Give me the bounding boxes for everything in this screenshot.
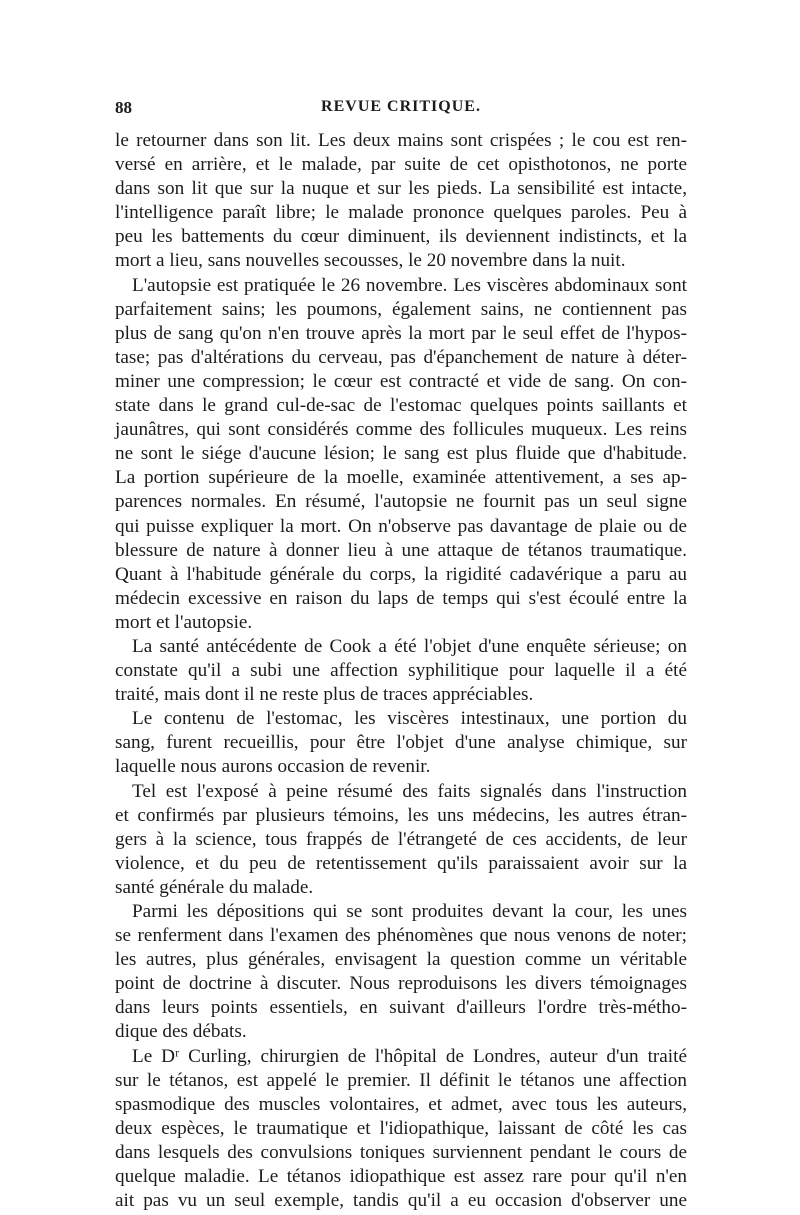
text-line: laquelle nous aurons occasion de revenir. (115, 756, 431, 778)
running-title: REVUE CRITIQUE. (321, 98, 481, 115)
page-number: 88 (115, 98, 132, 117)
text-line: le retourner dans son lit. Les deux mains sont crispées ; le cou est ren- (115, 130, 687, 151)
text-line: deux espèces, le traumatique et l'idiopathique, laissant de côté les cas (115, 1117, 687, 1139)
text-line: La santé antécédente de Cook a été l'objet d'une enquête sérieuse; on (132, 635, 687, 657)
text-line: spasmodique des muscles volontaires, et admet, avec tous les auteurs, (115, 1093, 687, 1115)
text-line: les autres, plus générales, envisagent la question comme un véritable (115, 949, 687, 971)
text-line: sang, furent recueillis, pour être l'objet d'une analyse chimique, sur (115, 732, 687, 754)
text-line: parfaitement sains; les poumons, également sains, ne contiennent pas (115, 298, 687, 320)
text-line: dique des débats. (115, 1021, 247, 1043)
text-line: dans son lit que sur la nuque et sur les pieds. La sensibilité est intacte, (115, 178, 687, 200)
text-line: tase; pas d'altérations du cerveau, pas d'épanchement de nature à déter- (115, 346, 687, 368)
text-line: l'intelligence paraît libre; le malade prononce quelques paroles. Peu à (115, 202, 687, 224)
text-line: mort a lieu, sans nouvelles secousses, le 20 novembre dans la nuit. (115, 250, 626, 272)
text-line: dans leurs points essentiels, en suivant d'ailleurs l'ordre très-métho- (115, 997, 687, 1019)
text-line: mort et l'autopsie. (115, 611, 253, 633)
text-line: plus de sang qu'on n'en trouve après la mort par le seul effet de l'hypos- (115, 322, 687, 344)
text-line: Quant à l'habitude générale du corps, la rigidité cadavérique a paru au (115, 563, 687, 585)
text-line: blessure de nature à donner lieu à une attaque de tétanos traumatique. (115, 539, 687, 561)
text-line: Parmi les dépositions qui se sont produites devant la cour, les unes (132, 901, 687, 922)
text-line: constate qu'il a subi une affection syphilitique pour laquelle il a été (115, 660, 687, 682)
text-line: miner une compression; le cœur est contracté et vide de sang. On con- (115, 370, 687, 392)
text-line: dans lesquels des convulsions toniques surviennent pendant le cours de (115, 1141, 687, 1163)
text-line: point de doctrine à discuter. Nous reproduisons les divers témoignages (115, 973, 687, 995)
text-line: ne sont le siége d'aucune lésion; le sang est plus fluide que d'habitude. (115, 443, 687, 465)
text-line: parences normales. En résumé, l'autopsie ne fournit pas un seul signe (115, 491, 687, 513)
text-line: quelque maladie. Le tétanos idiopathique est assez rare pour qu'il n'en (115, 1166, 687, 1188)
body-text (115, 129, 687, 1213)
text-line: violence, et du peu de retentissement qu'ils paraissaient avoir sur la (115, 852, 687, 874)
text-line: jaunâtres, qui sont considérés comme des follicules muqueux. Les reins (115, 419, 687, 441)
text-line: santé générale du malade. (115, 876, 314, 898)
text-line: Le contenu de l'estomac, les viscères intestinaux, une portion du (132, 708, 687, 730)
text-line: La portion supérieure de la moelle, examinée attentivement, a ses ap- (115, 467, 687, 489)
text-line: Le Dʳ Curling, chirurgien de l'hôpital de Londres, auteur d'un traité (132, 1045, 687, 1067)
text-line: versé en arrière, et le malade, par suite de cet opisthotonos, ne porte (115, 154, 687, 176)
text-line: se renferment dans l'examen des phénomènes que nous venons de noter; (115, 925, 687, 947)
text-line: L'autopsie est pratiquée le 26 novembre. Les viscères abdominaux sont (132, 274, 687, 296)
text-line: traité, mais dont il ne reste plus de traces appréciables. (115, 684, 534, 706)
text-line: sur le tétanos, est appelé le premier. Il définit le tétanos une affection (115, 1069, 687, 1091)
text-line: gers à la science, tous frappés de l'étrangeté de ces accidents, de leur (115, 828, 687, 850)
text-line: médecin excessive en raison du laps de temps qui s'est écoulé entre la (115, 587, 687, 609)
text-line: peu les battements du cœur diminuent, ils deviennent indistincts, et la (115, 226, 687, 248)
text-line: Tel est l'exposé à peine résumé des faits signalés dans l'instruction (132, 780, 687, 802)
page-header (115, 98, 687, 122)
text-line: qui puisse expliquer la mort. On n'observe pas davantage de plaie ou de (115, 515, 687, 537)
text-line: state dans le grand cul-de-sac de l'estomac quelques points saillants et (115, 395, 687, 417)
text-line: ait pas vu un seul exemple, tandis qu'il a eu occasion d'observer une (115, 1190, 687, 1212)
text-line: et confirmés par plusieurs témoins, les uns médecins, les autres étran- (115, 804, 687, 826)
